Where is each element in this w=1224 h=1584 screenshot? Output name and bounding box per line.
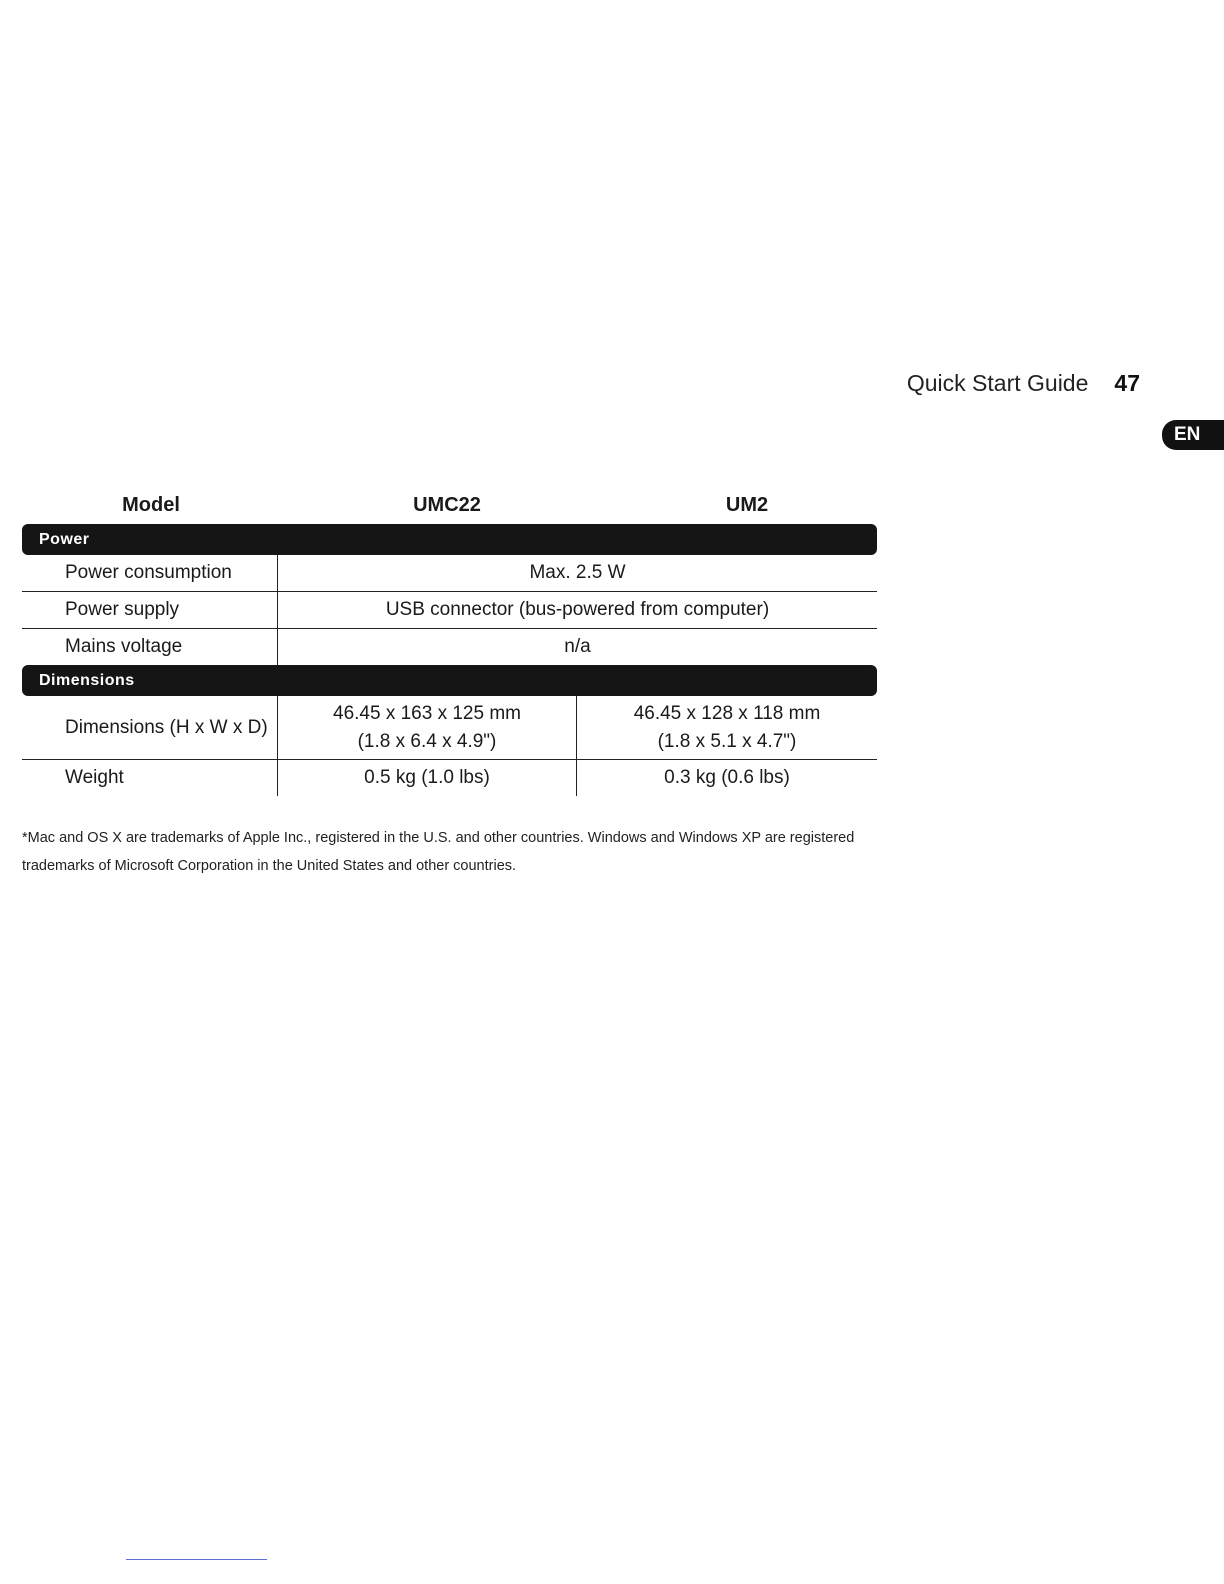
row-value: USB connector (bus-powered from computer) <box>385 599 770 620</box>
value-line: 46.45 x 163 x 125 mm <box>333 702 521 724</box>
um2-value <box>577 760 877 796</box>
table-row <box>22 760 877 796</box>
row-value: Max. 2.5 W <box>529 562 626 583</box>
value-line: 46.45 x 128 x 118 mm <box>633 702 821 724</box>
table-row <box>22 555 877 592</box>
umc22-value <box>278 696 577 759</box>
row-label: Power consumption <box>22 555 278 591</box>
guide-title: Quick Start Guide <box>906 370 1089 396</box>
model-header-row <box>22 488 877 524</box>
spec-table <box>22 488 877 796</box>
table-row <box>22 592 877 629</box>
model-column-label: Model <box>122 494 180 516</box>
row-value: n/a <box>564 636 591 657</box>
table-row <box>22 629 877 665</box>
value-line: (1.8 x 5.1 x 4.7") <box>657 730 797 752</box>
trademark-footnote: *Mac and OS X are trademarks of Apple Inc., registered in the U.S. and other countries. Windows and Windows XP are registered trademarks of Microsoft Corporation in the United States and other countries. <box>22 830 855 874</box>
divider-line <box>126 1559 267 1560</box>
row-label: Dimensions (H x W x D) <box>22 696 278 759</box>
table-row <box>22 696 877 760</box>
value-line: 0.3 kg (0.6 lbs) <box>664 767 790 788</box>
value-line: (1.8 x 6.4 x 4.9") <box>357 730 497 752</box>
um2-value <box>577 696 877 759</box>
page-header <box>880 370 1140 404</box>
language-badge: EN <box>1162 420 1224 450</box>
value-line: 0.5 kg (1.0 lbs) <box>364 767 490 788</box>
page-number: 47 <box>1114 370 1140 396</box>
section-power-header: Power <box>22 524 877 555</box>
model-umc22-header: UMC22 <box>413 494 481 516</box>
section-dimensions-header: Dimensions <box>22 665 877 696</box>
row-label: Power supply <box>22 592 278 628</box>
row-label: Weight <box>22 760 278 796</box>
model-um2-header: UM2 <box>725 494 769 516</box>
row-label: Mains voltage <box>22 629 278 665</box>
umc22-value <box>278 760 577 796</box>
